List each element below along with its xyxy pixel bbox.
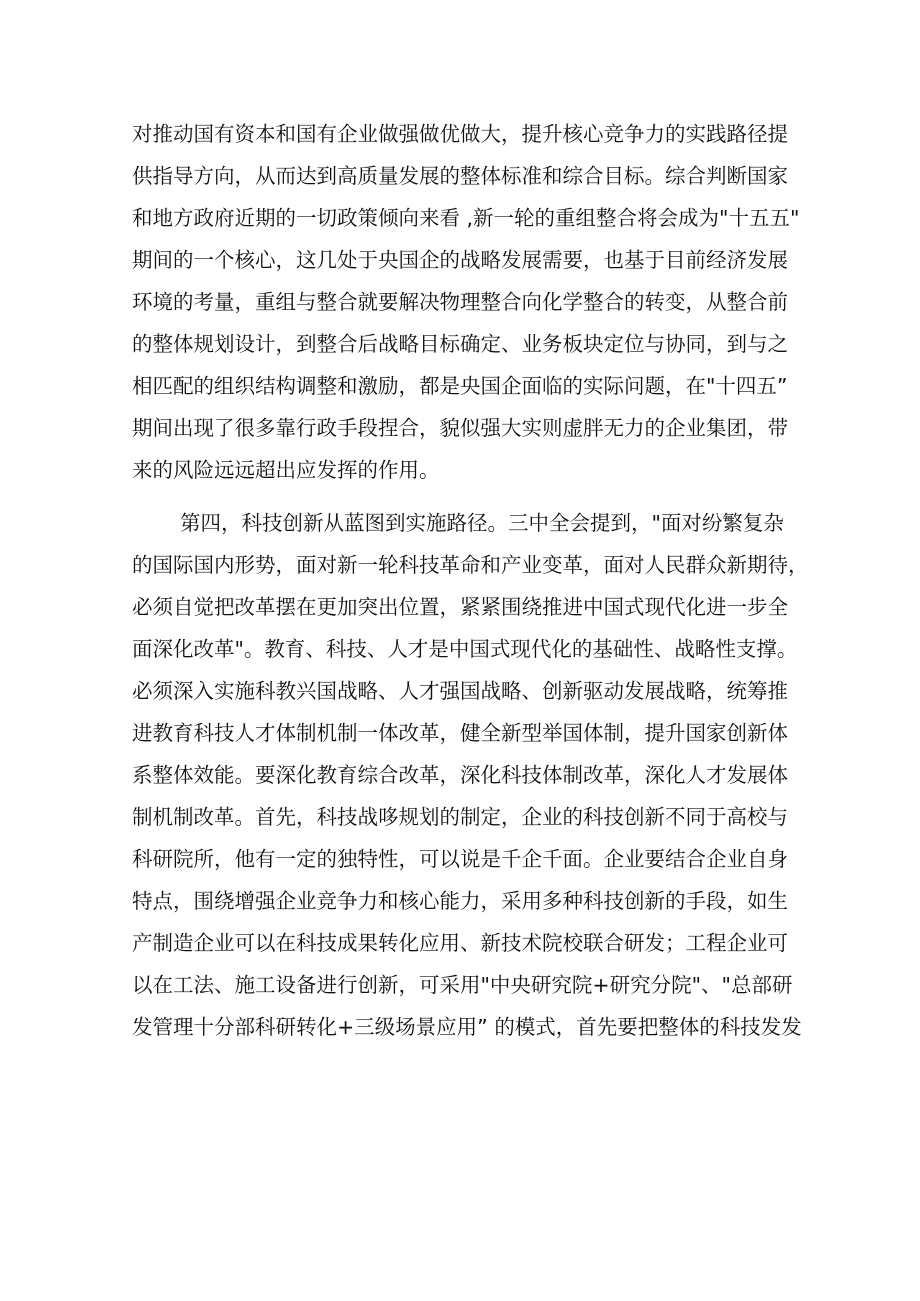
text-line: 相匹配的组织结构调整和激励，都是央国企面临的实际问题，在"十四五” (132, 374, 788, 398)
text-line: 的国际国内形势，面对新一轮科技革命和产业变革，面对人民群众新期待， (132, 553, 809, 577)
paragraph-2 (132, 502, 809, 1048)
text-line: 期间出现了很多靠行政手段捏合，貌似强大实则虚胖无力的企业集团，带 (132, 416, 788, 440)
paragraph-gap (132, 491, 792, 502)
text-line: 进教育科技人才体制机制一体改革，健全新型举国体制，提升国家创新体 (132, 721, 788, 745)
text-line: 必须自觉把改革摆在更加突出位置，紧紧围绕推进中国式现代化进一步全 (132, 595, 788, 619)
text-line: 面深化改革"。教育、科技、人才是中国式现代化的基础性、战略性支撑。 (132, 637, 798, 661)
text-line: 供指导方向，从而达到高质量发展的整体标准和综合目标。综合判断国家 (132, 164, 788, 188)
text-line: 对推动国有资本和国有企业做强做优做大，提升核心竞争力的实践路径提 (132, 122, 788, 146)
text-line: 制机制改革。首先，科技战哆规划的制定，企业的科技创新不同于高校与 (132, 805, 788, 829)
text-line: 系整体效能。要深化教育综合改革，深化科技体制改革，深化人才发展体 (132, 763, 788, 787)
text-line: 环境的考量，重组与整合就要解决物理整合向化学整合的转变，从整合前 (132, 290, 788, 314)
body-text (132, 113, 809, 1048)
text-line: 科研院所，他有一定的独特性，可以说是千企千面。企业要结合企业自身 (132, 847, 788, 871)
text-line: 以在工法、施工设备进行创新，可采用"中央研究院+研究分院"、"总部研 (132, 973, 793, 997)
text-line: 产制造企业可以在科技成果转化应用、新技术院校联合研发；工程企业可 (132, 931, 788, 955)
text-line: 特点，围绕增强企业竞争力和核心能力，采用多种科技创新的手段，如生 (132, 889, 788, 913)
text-line: 发管理十分部科研转化+三级场景应用” 的模式，首先要把整体的科技发发 (132, 1015, 802, 1039)
paragraph-1 (132, 113, 800, 491)
text-line: 的整体规划设计，到整合后战略目标确定、业务板块定位与协同，到与之 (132, 332, 788, 356)
text-line: 期间的一个核心，这几处于央国企的战略发展需要，也基于目前经济发展 (132, 248, 788, 272)
text-line: 必须深入实施科教兴国战略、人才强国战略、创新驱动发展战略，统筹推 (132, 679, 788, 703)
text-line: 和地方政府近期的一切政策倾向来看 ,新一轮的重组整合将会成为"十五五" (132, 206, 800, 230)
text-line: 来的风险远远超出应发挥的作用。 (132, 458, 440, 482)
text-line: 第四，科技创新从蓝图到实施路径。三中全会提到，"面对纷繁复杂 (180, 511, 784, 535)
